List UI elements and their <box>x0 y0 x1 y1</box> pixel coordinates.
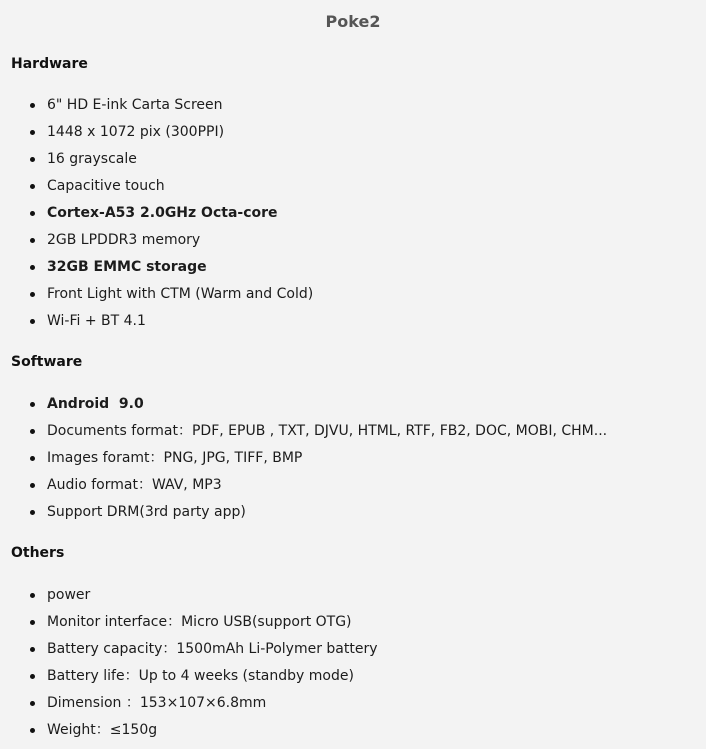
others-list <box>0 582 378 744</box>
list-item: 16 grayscale <box>0 146 313 173</box>
bullet-icon <box>30 184 35 189</box>
list-item: power <box>0 582 378 609</box>
bullet-icon <box>30 728 35 733</box>
bullet-icon <box>30 292 35 297</box>
bullet-icon <box>30 402 35 407</box>
bullet-icon <box>30 103 35 108</box>
list-item: Weight：≤150g <box>0 717 378 744</box>
list-item: Dimension ：153×107×6.8mm <box>0 690 378 717</box>
list-item: Battery capacity：1500mAh Li-Polymer battery <box>0 636 378 663</box>
section-heading-others: Others <box>11 545 65 561</box>
bullet-icon <box>30 429 35 434</box>
list-item: Wi-Fi + BT 4.1 <box>0 308 313 335</box>
bullet-icon <box>30 319 35 324</box>
software-list <box>0 391 607 526</box>
bullet-icon <box>30 647 35 652</box>
list-item: Monitor interface：Micro USB(support OTG) <box>0 609 378 636</box>
bullet-icon <box>30 701 35 706</box>
bullet-icon <box>30 593 35 598</box>
bullet-icon <box>30 265 35 270</box>
bullet-icon <box>30 620 35 625</box>
bullet-icon <box>30 510 35 515</box>
section-heading-hardware: Hardware <box>11 56 88 72</box>
section-heading-software: Software <box>11 354 83 370</box>
list-item: Capacitive touch <box>0 173 313 200</box>
list-item: Front Light with CTM (Warm and Cold) <box>0 281 313 308</box>
page-title: Poke2 <box>325 12 381 31</box>
list-item: Battery life：Up to 4 weeks (standby mode) <box>0 663 378 690</box>
list-item: 1448 x 1072 pix (300PPI) <box>0 119 313 146</box>
list-item: 32GB EMMC storage <box>0 254 313 281</box>
bullet-icon <box>30 211 35 216</box>
list-item: Audio format：WAV, MP3 <box>0 472 607 499</box>
list-item: Support DRM(3rd party app) <box>0 499 607 526</box>
bullet-icon <box>30 130 35 135</box>
bullet-icon <box>30 674 35 679</box>
bullet-icon <box>30 238 35 243</box>
list-item: 2GB LPDDR3 memory <box>0 227 313 254</box>
list-item: Android 9.0 <box>0 391 607 418</box>
list-item: 6" HD E-ink Carta Screen <box>0 92 313 119</box>
list-item: Images foramt：PNG, JPG, TIFF, BMP <box>0 445 607 472</box>
hardware-list <box>0 92 313 335</box>
bullet-icon <box>30 483 35 488</box>
list-item: Cortex-A53 2.0GHz Octa-core <box>0 200 313 227</box>
bullet-icon <box>30 456 35 461</box>
bullet-icon <box>30 157 35 162</box>
list-item: Documents format：PDF, EPUB , TXT, DJVU, HTML, RTF, FB2, DOC, MOBI, CHM... <box>0 418 607 445</box>
